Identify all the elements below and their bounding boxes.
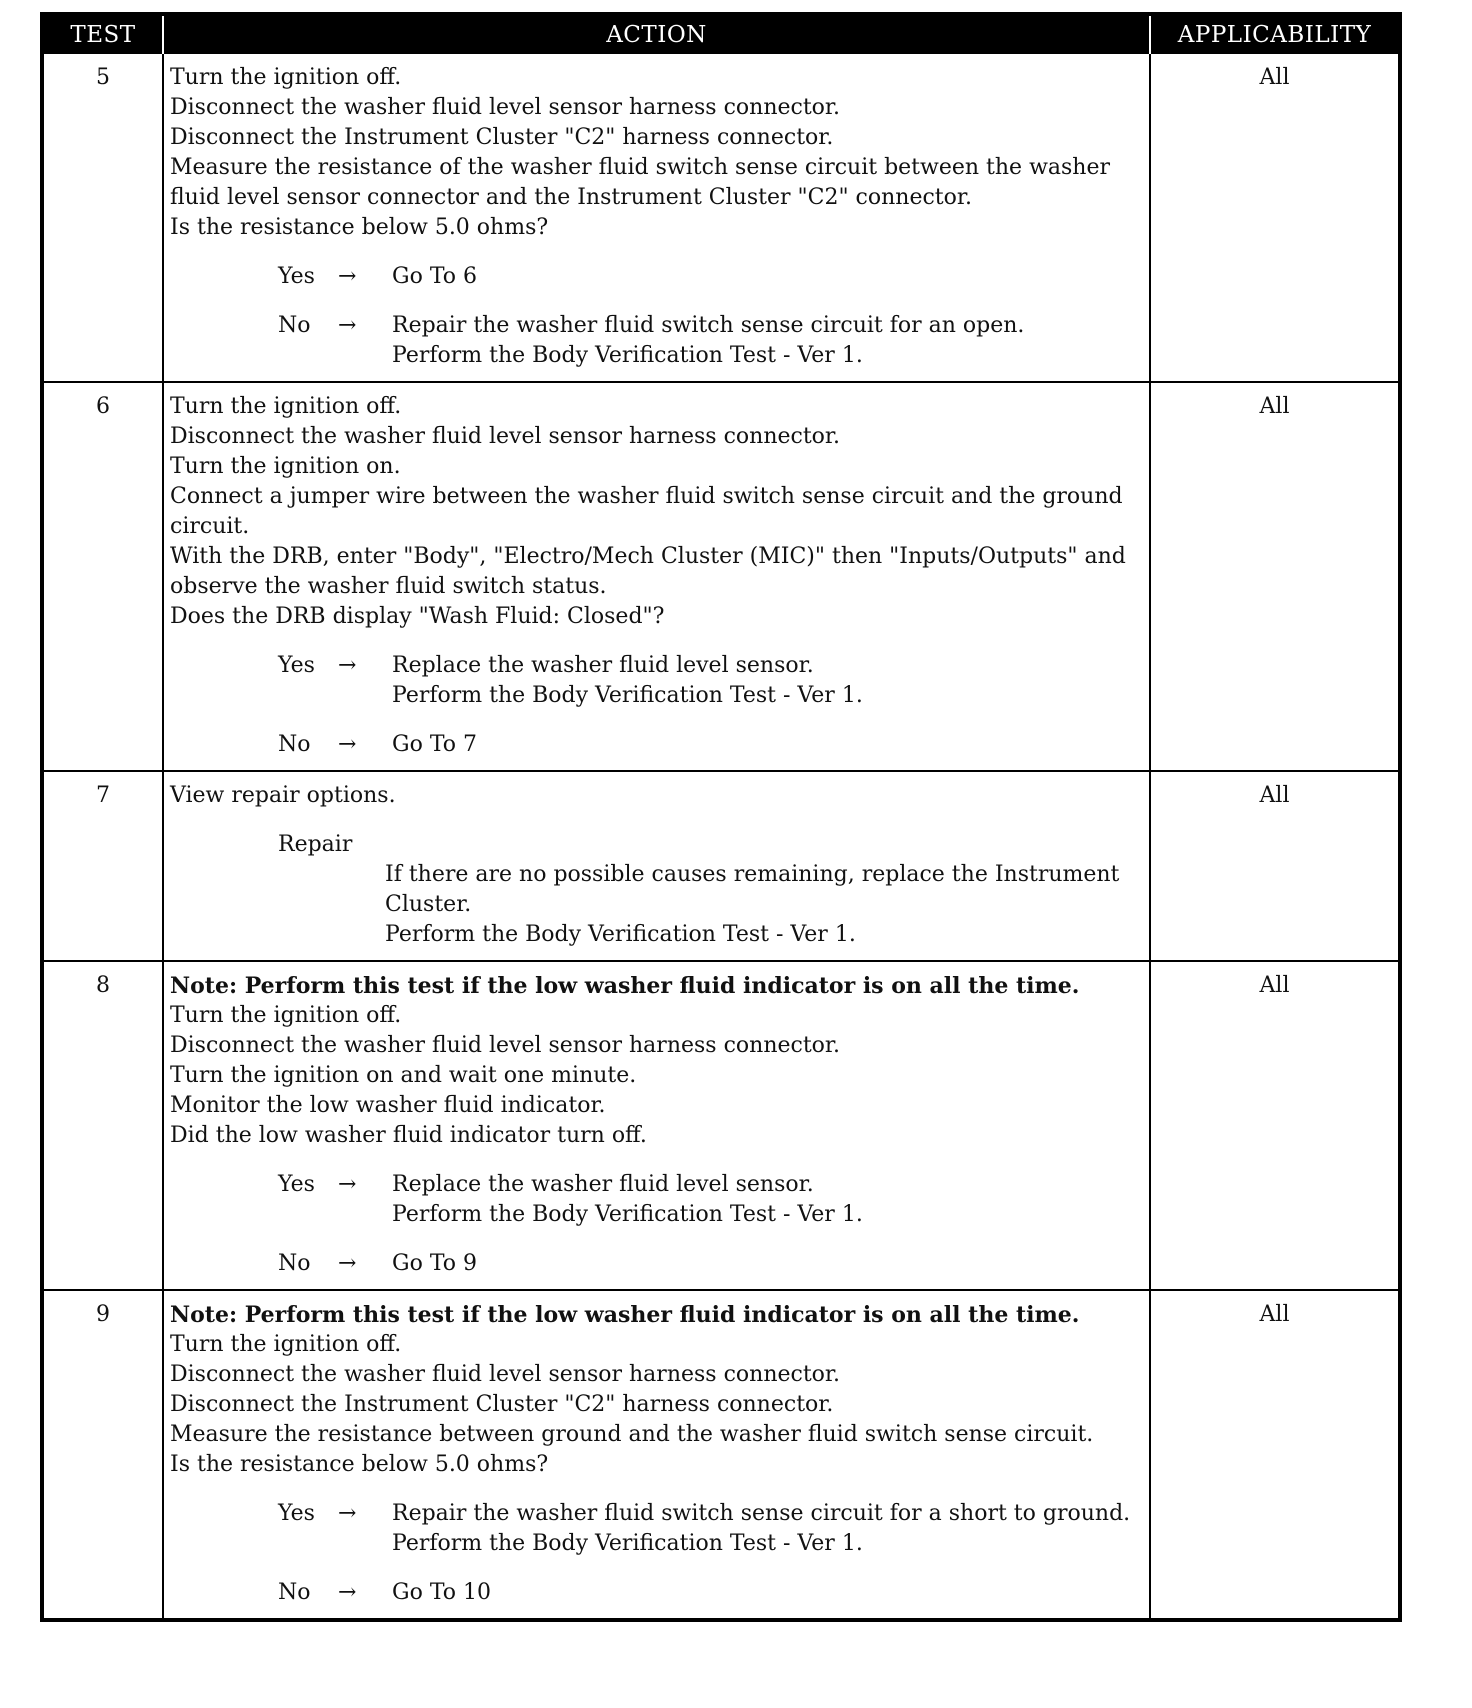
- action-question: Is the resistance below 5.0 ohms?: [170, 1452, 549, 1477]
- result-line: Go To 9: [392, 1251, 478, 1276]
- action-step: Disconnect the Instrument Cluster "C2" harness connector.: [170, 1392, 834, 1417]
- header-action: ACTION: [163, 16, 1150, 54]
- answer-yes-result: [392, 262, 1143, 292]
- action-cell: [163, 771, 1150, 961]
- applicability-value: All: [1150, 771, 1398, 961]
- action-step: View repair options.: [170, 783, 396, 808]
- answer-yes-label: Yes: [278, 653, 315, 678]
- action-cell: [163, 382, 1150, 771]
- test-number: 7: [44, 771, 163, 961]
- result-line: Replace the washer fluid level sensor.: [392, 1172, 814, 1197]
- arrow-icon: →: [338, 1580, 357, 1605]
- action-cell: [163, 54, 1150, 382]
- arrow-icon: →: [338, 1251, 357, 1276]
- action-step: Turn the ignition off.: [170, 1003, 402, 1028]
- test-number: 9: [44, 1290, 163, 1618]
- answer-yes-result: [392, 1499, 1143, 1559]
- action-step: Turn the ignition off.: [170, 1332, 402, 1357]
- action-cell: [163, 961, 1150, 1290]
- action-step: Turn the ignition off.: [170, 65, 402, 90]
- header-applicability: APPLICABILITY: [1150, 16, 1398, 54]
- action-step: Disconnect the washer fluid level sensor harness connector.: [170, 95, 841, 120]
- answer-yes: [278, 1170, 1143, 1230]
- test-row-8: [44, 961, 1398, 1290]
- applicability-value: All: [1150, 961, 1398, 1290]
- answer-no-label: No: [278, 313, 311, 338]
- applicability-value: All: [1150, 382, 1398, 771]
- answer-yes: [278, 1499, 1143, 1559]
- result-line: Go To 10: [392, 1580, 492, 1605]
- action-step: Measure the resistance of the washer fluid switch sense circuit between the washer fluid level sensor connector and the Instrument Cluster "C2" connector.: [170, 155, 1111, 210]
- arrow-icon: →: [338, 1172, 357, 1197]
- answer-options: [170, 1170, 1143, 1279]
- action-step: Connect a jumper wire between the washer fluid switch sense circuit and the ground circuit.: [170, 484, 1123, 539]
- action-step: Turn the ignition on and wait one minute.: [170, 1063, 637, 1088]
- repair-line: Perform the Body Verification Test - Ver 1.: [385, 922, 856, 947]
- answer-no: [278, 1249, 1143, 1279]
- arrow-icon: →: [338, 653, 357, 678]
- arrow-icon: →: [338, 313, 357, 338]
- applicability-value: All: [1150, 1290, 1398, 1618]
- answer-yes: [278, 651, 1143, 711]
- action-step: Disconnect the Instrument Cluster "C2" harness connector.: [170, 125, 834, 150]
- result-line: Perform the Body Verification Test - Ver 1.: [392, 1531, 863, 1556]
- test-number: 5: [44, 54, 163, 382]
- answer-yes: [278, 262, 1143, 292]
- result-line: Replace the washer fluid level sensor.: [392, 653, 814, 678]
- answer-no-result: [392, 1578, 1143, 1608]
- action-question: Is the resistance below 5.0 ohms?: [170, 215, 549, 240]
- answer-options: [170, 651, 1143, 760]
- action-step: Turn the ignition on.: [170, 454, 401, 479]
- repair-options: [278, 830, 1143, 950]
- answer-no: [278, 311, 1143, 371]
- action-question: Did the low washer fluid indicator turn off.: [170, 1123, 647, 1148]
- result-line: Perform the Body Verification Test - Ver 1.: [392, 343, 863, 368]
- diagnostic-test-table: [44, 16, 1398, 1618]
- repair-line: If there are no possible causes remaining, replace the Instrument Cluster.: [385, 862, 1120, 917]
- arrow-icon: →: [338, 264, 357, 289]
- answer-yes-label: Yes: [278, 1501, 315, 1526]
- action-step: Disconnect the washer fluid level sensor harness connector.: [170, 424, 841, 449]
- result-line: Go To 6: [392, 264, 478, 289]
- answer-no-label: No: [278, 732, 311, 757]
- result-line: Repair the washer fluid switch sense circuit for a short to ground.: [392, 1501, 1131, 1526]
- applicability-value: All: [1150, 54, 1398, 382]
- result-line: Perform the Body Verification Test - Ver 1.: [392, 1202, 863, 1227]
- diagnostic-table-sheet: [40, 12, 1402, 1622]
- answer-no: [278, 1578, 1143, 1608]
- arrow-icon: →: [338, 1501, 357, 1526]
- answer-yes-result: [392, 651, 1143, 711]
- result-line: Go To 7: [392, 732, 478, 757]
- test-note: Note: Perform this test if the low washer fluid indicator is on all the time.: [170, 1302, 1080, 1328]
- test-row-7: [44, 771, 1398, 961]
- header-test: TEST: [44, 16, 163, 54]
- arrow-icon: →: [338, 732, 357, 757]
- action-step: Disconnect the washer fluid level sensor harness connector.: [170, 1033, 841, 1058]
- answer-no: [278, 730, 1143, 760]
- answer-no-label: No: [278, 1251, 311, 1276]
- answer-no-result: [392, 311, 1143, 371]
- test-number: 8: [44, 961, 163, 1290]
- answer-options: [170, 1499, 1143, 1608]
- result-line: Repair the washer fluid switch sense circuit for an open.: [392, 313, 1025, 338]
- test-row-9: [44, 1290, 1398, 1618]
- answer-yes-label: Yes: [278, 1172, 315, 1197]
- answer-yes-label: Yes: [278, 264, 315, 289]
- repair-label: Repair: [278, 832, 353, 857]
- action-step: Disconnect the washer fluid level sensor harness connector.: [170, 1362, 841, 1387]
- test-row-6: [44, 382, 1398, 771]
- repair-instructions: [385, 860, 1143, 950]
- action-question: Does the DRB display "Wash Fluid: Closed"?: [170, 604, 665, 629]
- action-step: With the DRB, enter "Body", "Electro/Mech Cluster (MIC)" then "Inputs/Outputs" and observe the washer fluid switch status.: [170, 544, 1126, 599]
- answer-no-label: No: [278, 1580, 311, 1605]
- table-header-row: [44, 16, 1398, 54]
- answer-yes-result: [392, 1170, 1143, 1230]
- action-step: Turn the ignition off.: [170, 394, 402, 419]
- test-note: Note: Perform this test if the low washer fluid indicator is on all the time.: [170, 973, 1080, 999]
- test-number: 6: [44, 382, 163, 771]
- action-step: Monitor the low washer fluid indicator.: [170, 1093, 606, 1118]
- answer-no-result: [392, 1249, 1143, 1279]
- answer-no-result: [392, 730, 1143, 760]
- action-step: Measure the resistance between ground and the washer fluid switch sense circuit.: [170, 1422, 1094, 1447]
- result-line: Perform the Body Verification Test - Ver 1.: [392, 683, 863, 708]
- test-row-5: [44, 54, 1398, 382]
- answer-options: [170, 262, 1143, 371]
- action-cell: [163, 1290, 1150, 1618]
